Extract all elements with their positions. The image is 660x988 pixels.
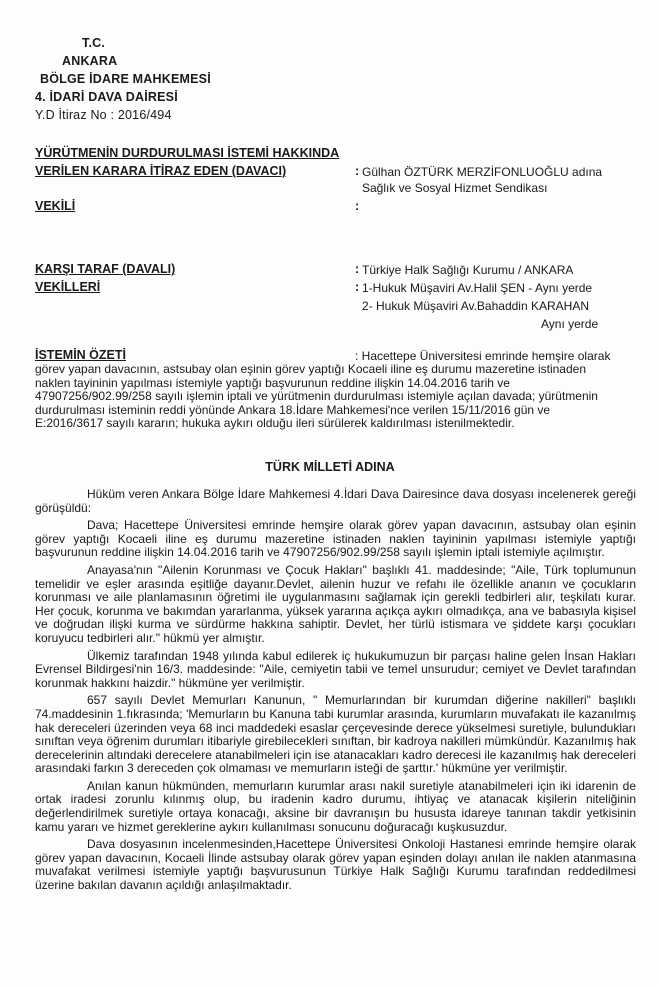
defendant-colon: : [355, 262, 360, 276]
objector-value-2: Sağlık ve Sosyal Hizmet Sendikası [362, 181, 548, 195]
header-court: BÖLGE İDARE MAHKEMESİ [40, 72, 211, 86]
objector-value-1: Gülhan ÖZTÜRK MERZİFONLUOĞLU adına [362, 165, 603, 179]
defendant-counsel-2: 2- Hukuk Müşaviri Av.Bahaddin KARAHAN [362, 299, 589, 313]
heading-stay-request: YÜRÜTMENİN DURDURULMASI İSTEMİ HAKKINDA [35, 146, 340, 160]
defendant-counsel-1: 1-Hukuk Müşaviri Av.Halil ŞEN - Aynı yerde [362, 281, 593, 295]
paragraph-7: Dava dosyasının incelenmesinden,Hacettepe Üniversitesi Onkoloji Hastanesi emrinde hemşire olarak görev yapan davacının, Kocaeli İlinde astsubay olarak görev yapan eşinden dolayı anılan ile naklen atanmasına muvafakat verilmesi istemiyle yaptığı başvurusunun Türkiye Halk Sağlığı Kurumu tarafından reddedilmesi üzerine bakılan davanın açıldığı anlaşılmaktadır. [35, 837, 636, 893]
paragraph-4: Ülkemiz tarafından 1948 yılında kabul edilerek iç hukukumuzun bir parçası haline gelen İnsan Hakları Evrensel Bildirgesi'nin 16/3. maddesinde: "Aile, cemiyetin tabii ve temel unsurudur; cemiyet ve Devlet tarafından korunmak hakkını haizdir." hükmüne yer verilmiştir. [35, 648, 636, 690]
header-chamber: 4. İDARİ DAVA DAİRESİ [35, 90, 178, 104]
header-tc: T.C. [82, 36, 106, 50]
summary-body [35, 363, 636, 431]
summary-line: naklen tayininin yapılması istemiyle yaptığı başvurunun reddine ilişkin 14.04.2016 tarih ve [35, 375, 510, 390]
paragraph-3: Anayasa'nın "Ailenin Korunması ve Çocuk Hakları" başlıklı 41. maddesinde; "Aile, Türk toplumunun temelidir ve eşler arasında eşitliğe dayanır.Devlet, ailenin huzur ve refahı ile özellikle ananın ve çocukların korunması ve aile planlamasının öğretimi ile uygulanmasını sağlamak için gerekli tedbirleri alır, teşkilatı kurar. Her çocuk, korunma ve bakımdan yararlanma, yüksek yararına açıkça aykırı olmadıkça, ana ve babasıyla kişisel ve doğrudan ilişki kurma ve sürdürme hakkına sahiptir. Devlet, her türlü istismara ve şiddete karşı çocukları koruyucu tedbirleri alır." hükmü yer almıştır. [35, 562, 636, 645]
counsel-colon: : [355, 199, 360, 213]
summary-line: görev yapan davacının, astsubay olan eşinin görev yaptığı Kocaeli iline eş durumu mazeretine istinaden [35, 362, 586, 376]
defendant-counsel-label: VEKİLLERİ [35, 280, 101, 294]
summary-line: 47907256/902.99/258 sayılı işlemin iptali ve yürütmenin durdurulması istemiyle açılan davada; yürütmenin [35, 389, 598, 404]
paragraph-6: Anılan kanun hükmünden, memurların kurumlar arası nakil suretiyle atanabilmeleri için iki idarenin de ortak iradesi zorunlu kılınmış olup, bu iradenin kadro durumu, ihtiyaç ve atanacak kişilerin niteliğinin değerlendirilmek suretiyle ortaya konacağı, aksine bir davranışın bu hususta idareye tanınan takdir yetkisinin kamu yararı ve hizmet gereklerine aykırı kullanılması sonucunu doğuracağı kuşkusuzdur. [35, 778, 636, 834]
defendant-counsel-colon: : [355, 280, 360, 294]
document-title: TÜRK MİLLETİ ADINA [265, 460, 395, 474]
counsel-label: VEKİLİ [35, 199, 76, 213]
summary-line: durdurulması isteminin reddi yönünde Ankara 18.İdare Mahkemesi'nce verilen 15/11/2016 gün ve [35, 402, 551, 417]
paragraph-2: Dava; Hacettepe Üniversitesi emrinde hemşire olarak görev yapan davacının, astsubay olan eşinin görev yaptığı Kocaeli iline eş durumu mazeretine istinaden naklen tayininin yapılması istemiyle yaptığı başvurunun reddine ilişkin 14.04.2016 tarih ve 47907256/902.99/258 sayılı işlemin iptali istemiyle açılmıştır. [35, 518, 636, 560]
summary-line-1: : Hacettepe Üniversitesi emrinde hemşire olarak [355, 349, 611, 363]
paragraph-5: 657 sayılı Devlet Memurları Kanunun, " Memurlarından bir kurumdan diğerine nakilleri" başlıklı 74.maddesinin 1.fıkrasında; 'Memurların bu Kanuna tabi kurumlar arasında, kurumların muvafakatı ile kazanılmış hak dereceleri üzerinden veya 68 inci maddedeki esaslar çerçevesinde derece yükselmesi suretiyle, bulundukları sınıftan veya öğrenim durumları itibariyle girebilecekleri sınıftan, bir kadroya nakilleri mümkündür. Kazanılmış hak derecelerinin altındaki derecelere atanabilmeleri için ise atanacakları kadro derecesi ile kazanılmış hak dereceleri arasındaki farkın 3 dereceden çok olmaması ve memurların isteği de şarttır.' hükmüne yer verilmiştir. [35, 693, 636, 776]
header-city: ANKARA [62, 54, 118, 68]
header-case-no: Y.D İtiraz No : 2016/494 [35, 108, 172, 122]
summary-line: E:2016/3617 sayılı kararın; hukuka aykırı olduğu ileri sürülerek kaldırılması istenilmektedir. [35, 416, 515, 431]
defendant-value: Türkiye Halk Sağlığı Kurumu / ANKARA [362, 263, 574, 277]
defendant-counsel-2b: Aynı yerde [541, 317, 599, 331]
defendant-label: KARŞI TARAF (DAVALI) [35, 262, 176, 276]
summary-label: İSTEMİN ÖZETİ [35, 348, 126, 362]
paragraph-1: Hüküm veren Ankara Bölge İdare Mahkemesi 4.İdari Dava Dairesince dava dosyası incelenerek gereği görüşüldü: [35, 487, 636, 515]
judgment-body [35, 488, 636, 893]
objector-colon: : [355, 164, 360, 178]
objector-label: VERİLEN KARARA İTİRAZ EDEN (DAVACI) [35, 164, 287, 178]
